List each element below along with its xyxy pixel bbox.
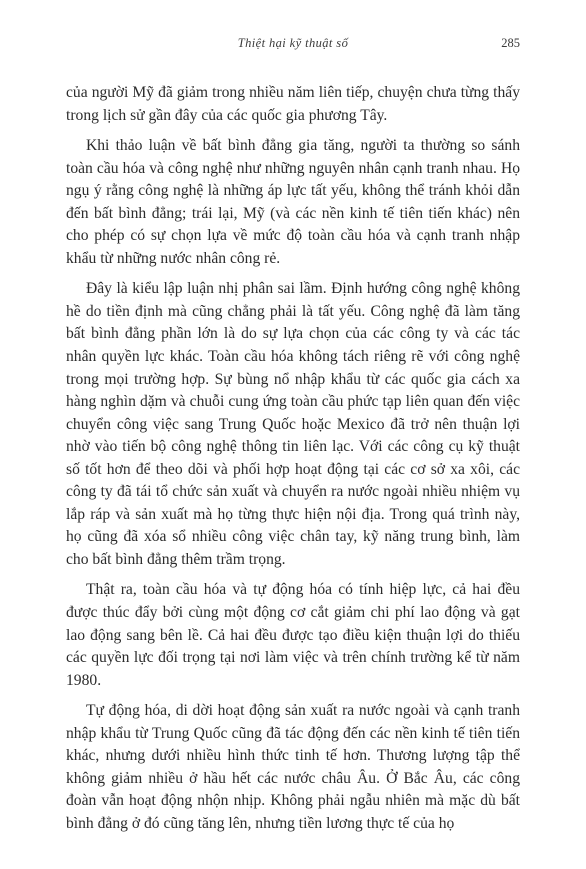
running-head: [66, 36, 520, 56]
running-title: Thiệt hại kỹ thuật số: [237, 36, 349, 50]
paragraph: Đây là kiểu lập luận nhị phân sai lầm. Định hướng công nghệ không hề do tiền định mà cũng chẳng phải là tất yếu. Công nghệ đã làm tăng bất bình đẳng phần lớn là do sự lựa chọn của các công ty và các tác nhân quyền lực khác. Toàn cầu hóa không tách riêng rẽ với công nghệ trong mọi trường hợp. Sự bùng nổ nhập khẩu từ các quốc gia cách xa hàng nghìn dặm và chuỗi cung ứng toàn cầu phức tạp liên quan đến việc chuyển công việc sang Trung Quốc hoặc Mexico đã trở nên thuận lợi nhờ vào tiến bộ công nghệ thông tin liên lạc. Với các công cụ kỹ thuật số tốt hơn để theo dõi và phối hợp hoạt động tại các cơ sở xa xôi, các công ty đã tái tổ chức sản xuất và chuyển ra nước ngoài nhiều nhiệm vụ lắp ráp và sản xuất mà họ từng thực hiện nội địa. Trong quá trình này, họ cũng đã xóa sổ nhiều công việc chân tay, kỹ năng trung bình, làm cho bất bình đẳng thêm trầm trọng.: [66, 280, 520, 568]
page-number: 285: [501, 36, 520, 50]
body-text: [66, 82, 520, 844]
paragraph: Khi thảo luận về bất bình đẳng gia tăng, người ta thường so sánh toàn cầu hóa và công nghệ như những nguyên nhân cạnh tranh nhau. Họ ngụ ý rằng công nghệ là những áp lực tất yếu, không thể tránh khỏi dẫn đến bất bình đẳng; trái lại, Mỹ (và các nền kinh tế tiên tiến khác) nên cho phép có sự chọn lựa về mức độ toàn cầu hóa và cạnh tranh nhập khẩu từ những nước nhân công rẻ.: [66, 137, 520, 267]
paragraph-continued: của người Mỹ đã giảm trong nhiều năm liên tiếp, chuyện chưa từng thấy trong lịch sử gần đây của các quốc gia phương Tây.: [66, 84, 520, 124]
paragraph: Tự động hóa, di dời hoạt động sản xuất ra nước ngoài và cạnh tranh nhập khẩu từ Trung Quốc cũng đã tác động đến các nền kinh tế tiên tiến khác, nhưng dưới nhiều hình thức tinh tế hơn. Thương lượng tập thể không giảm nhiều ở hầu hết các nước châu Âu. Ở Bắc Âu, các công đoàn vẫn hoạt động nhộn nhịp. Không phải ngẫu nhiên mà mặc dù bất bình đẳng ở đó cũng tăng lên, nhưng tiền lương thực tế của họ: [66, 702, 520, 832]
paragraph: Thật ra, toàn cầu hóa và tự động hóa có tính hiệp lực, cả hai đều được thúc đẩy bởi cùng một động cơ cắt giảm chi phí lao động và gạt lao động sang bên lề. Cả hai đều được tạo điều kiện thuận lợi do thiếu các quyền lực đối trọng tại nơi làm việc và trên chính trường kể từ năm 1980.: [66, 581, 520, 689]
